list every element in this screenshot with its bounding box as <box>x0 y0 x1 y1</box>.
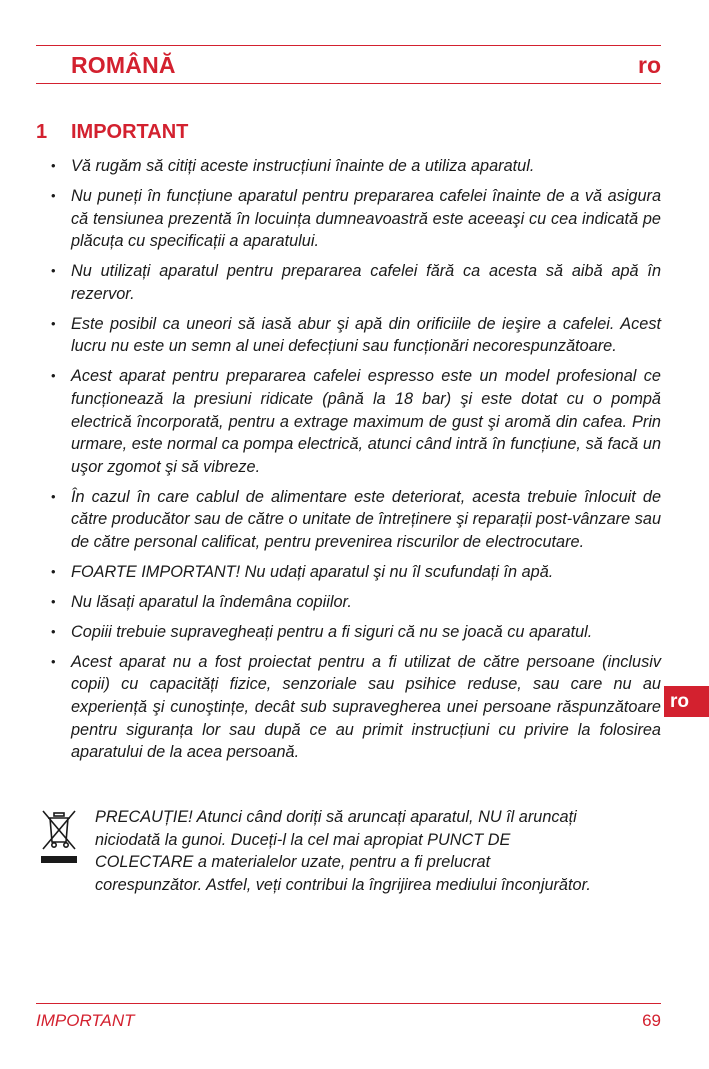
disposal-line: niciodată la gunoi. Duceți-l la cel mai apropiat PUNCT DE <box>95 830 511 849</box>
header-language-code: ro <box>638 52 661 78</box>
section-number: 1 <box>36 121 48 143</box>
disposal-line: COLECTARE a materialelor uzate, pentru a fi prelucrat <box>95 853 491 872</box>
list-item: • FOARTE IMPORTANT! Nu udați aparatul şi nu îl scufundați în apă. <box>71 561 661 584</box>
section-title: IMPORTANT <box>71 121 189 143</box>
list-item: • Este posibil ca uneori să iasă abur şi apă din orificiile de ieşire a cafelei. Acest lucru nu este un semn al unei defecțiuni sau funcționări necorespunzătoare. <box>71 313 661 358</box>
header-top-rule <box>36 45 661 46</box>
list-item: • Acest aparat pentru prepararea cafelei espresso este un model profesional ce funcționează la presiuni ridicate (până la 18 bar) şi este dotat cu o pompă electrică încorporată, pentru a extrage maximum de gust şi aromă din cafea. Prin urmare, este normal ca pompa electrică, atunci când intră în funcțiune, să facă un uşor zgomot şi să vibreze. <box>71 365 661 478</box>
crossed-out-wheelie-bin-icon <box>41 809 77 872</box>
list-item: • Nu utilizați aparatul pentru prepararea cafelei fără ca acesta să aibă apă în rezervor. <box>71 260 661 305</box>
list-item: • Nu puneți în funcțiune aparatul pentru prepararea cafelei înainte de a vă asigura că tensiunea prezentă în locuința dumneavoastră este aceeaşi cu cea indicată pe plăcuța cu specificații a aparatului. <box>71 185 661 253</box>
list-item: • În cazul în care cablul de alimentare este deteriorat, acesta trebuie înlocuit de către producător sau de către o unitate de întreținere şi reparații post-vânzare sau de către personal calificat, pentru prevenirea riscurilor de electrocutare. <box>71 486 661 554</box>
instructions-list <box>71 155 661 771</box>
list-item: • Vă rugăm să citiți aceste instrucțiuni înainte de a utiliza aparatul. <box>71 155 661 178</box>
list-item: • Acest aparat nu a fost proiectat pentru a fi utilizat de către persoane (inclusiv copii) cu capacități fizice, senzoriale sau psihice reduse, sau care nu au experiență şi cunoştințe, decât sub supravegherea unei persoane răspunzătoare pentru siguranța lor sau după ce au primit instrucțiuni cu privire la folosirea aparatului de la acea persoană. <box>71 651 661 764</box>
disposal-line: corespunzător. Astfel, veți contribui la îngrijirea mediului înconjurător. <box>95 875 591 894</box>
header-bottom-rule <box>36 83 661 84</box>
footer-rule <box>36 1003 661 1004</box>
disposal-line: PRECAUȚIE! Atunci când doriți să aruncați aparatul, NU îl aruncați <box>95 808 577 826</box>
list-item: • Nu lăsați aparatul la îndemâna copiilor. <box>71 591 661 614</box>
footer-section-name: IMPORTANT <box>36 1011 135 1030</box>
section-heading <box>36 120 188 144</box>
list-item: • Copiii trebuie supravegheați pentru a fi siguri că nu se joacă cu aparatul. <box>71 621 661 644</box>
page-number: 69 <box>642 1011 661 1030</box>
header-language: ROMÂNĂ <box>71 52 176 78</box>
language-side-tab: ro <box>664 686 709 717</box>
disposal-notice <box>36 806 661 898</box>
disposal-text <box>95 806 665 896</box>
